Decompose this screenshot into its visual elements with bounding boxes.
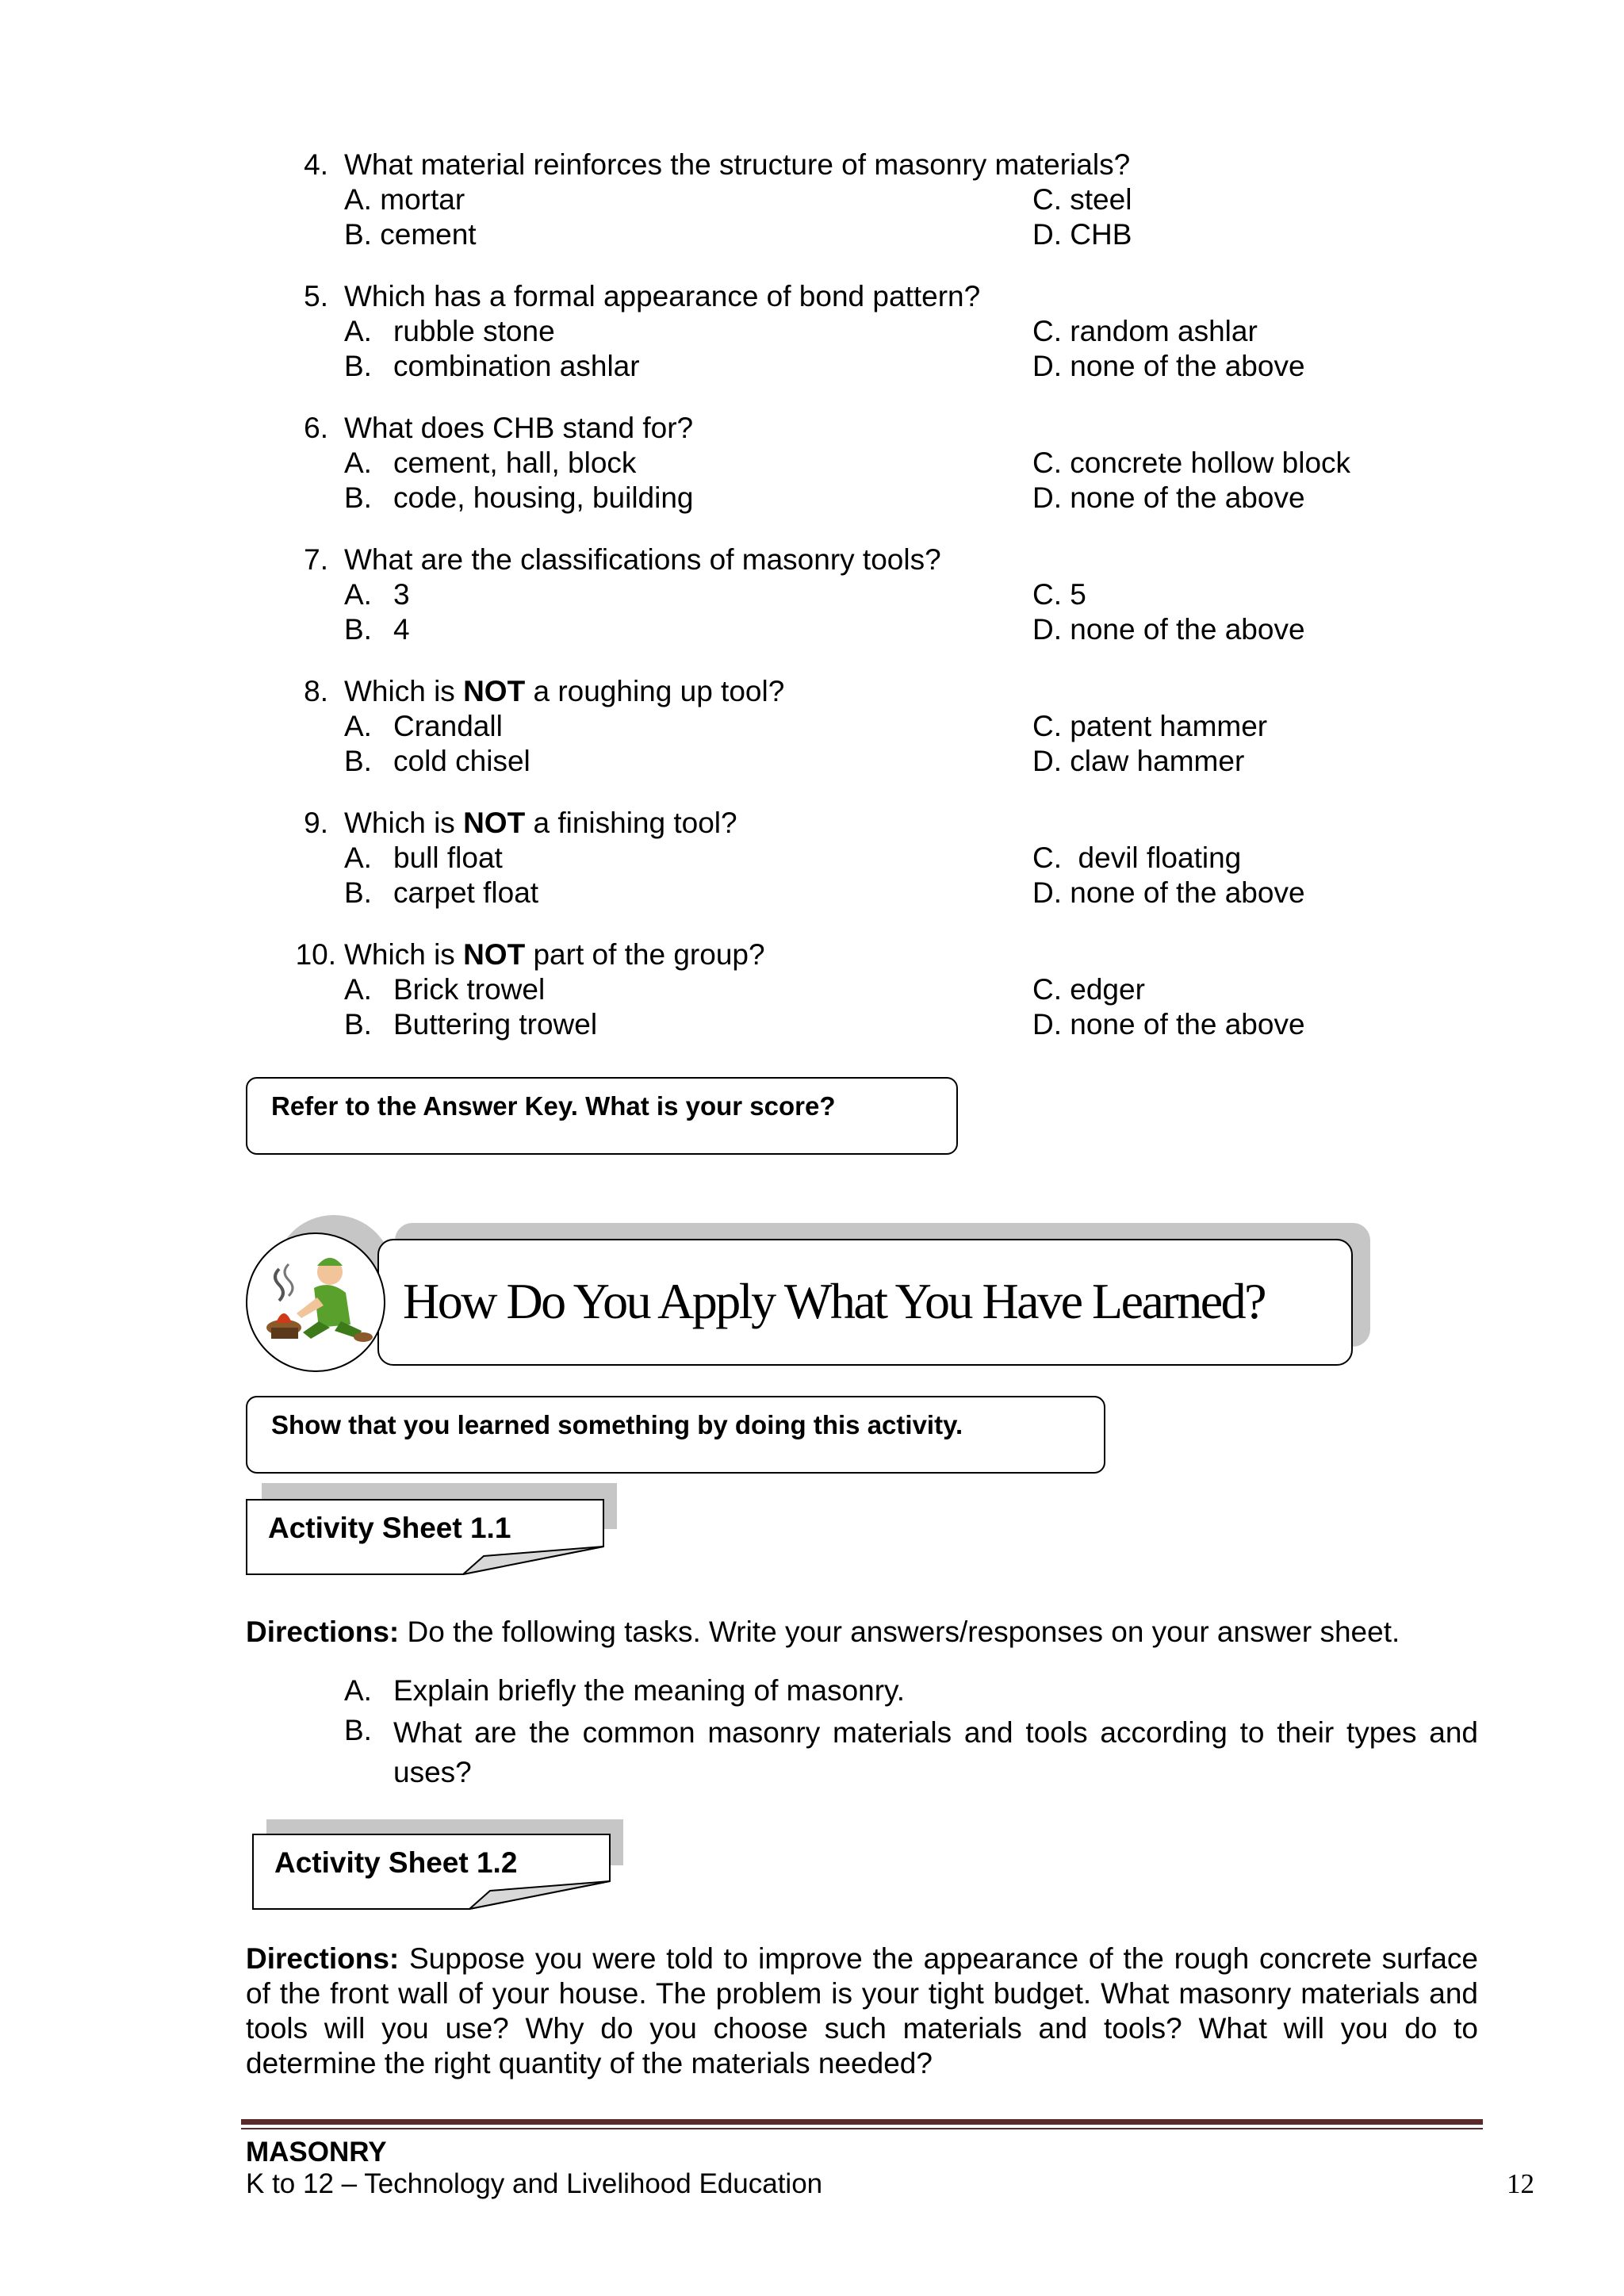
option-b-text: Buttering trowel (393, 1008, 598, 1041)
directions-1-1: Directions: Do the following tasks. Write your answers/responses on your answer sheet. (246, 1616, 1400, 1648)
answer-key-box (246, 1077, 958, 1155)
option-c: C. devil floating (1032, 841, 1242, 874)
answer-key-text: Refer to the Answer Key. What is your score? (271, 1091, 836, 1121)
option-a-text: Crandall (393, 710, 503, 742)
option-b-letter: B. (344, 876, 372, 909)
question-text: Which is NOT a finishing tool? (344, 807, 737, 839)
question-number: 10. (295, 938, 336, 971)
option-b-text: 4 (393, 613, 410, 646)
option-a-text: bull float (393, 841, 503, 874)
question-number: 4. (304, 148, 328, 181)
option-d: D. none of the above (1032, 481, 1305, 514)
footer-rule-thin (241, 2128, 1483, 2129)
option-a-letter: A. (344, 447, 372, 479)
option-c: C. patent hammer (1032, 710, 1268, 742)
option-c: C. 5 (1032, 578, 1086, 611)
footer-subject: MASONRY (246, 2137, 387, 2168)
question-number: 9. (304, 807, 328, 839)
task-a-text: Explain briefly the meaning of masonry. (393, 1674, 906, 1707)
question-number: 5. (304, 280, 328, 312)
option-b-letter: B. (344, 481, 372, 514)
task-a-letter: A. (344, 1674, 372, 1707)
question-number: 8. (304, 675, 328, 707)
option-c: C. edger (1032, 973, 1145, 1006)
directions-1-2: Directions: Suppose you were told to improve the appearance of the rough concrete surface of the front wall of your house. The problem is your tight budget. What masonry materials and tools will you use? Why do you choose such materials and tools? What will you do to determine the right quantity of the materials needed? (246, 1942, 1478, 2079)
question-number: 7. (304, 543, 328, 576)
activity-intro-box (246, 1396, 1105, 1474)
option-b-text: carpet float (393, 876, 539, 909)
option-a-letter: A. (344, 841, 372, 874)
option-a-text: Brick trowel (393, 973, 546, 1006)
option-d: D. claw hammer (1032, 745, 1245, 777)
footer-course: K to 12 – Technology and Livelihood Education (246, 2168, 823, 2199)
option-a-text: rubble stone (393, 315, 555, 347)
page-number: 12 (1507, 2168, 1534, 2199)
option-b-text: combination ashlar (393, 350, 640, 382)
question-text: What does CHB stand for? (344, 412, 694, 444)
option-d: D. none of the above (1032, 1008, 1305, 1041)
footer-rule-thick (241, 2119, 1483, 2125)
option-a-text: 3 (393, 578, 410, 611)
option-b: B. cement (344, 218, 477, 251)
option-b-letter: B. (344, 350, 372, 382)
option-b-letter: B. (344, 613, 372, 646)
worker-icon (246, 1232, 385, 1372)
task-b-letter: B. (344, 1714, 372, 1746)
section-title: How Do You Apply What You Have Learned? (403, 1273, 1265, 1329)
option-c: C. concrete hollow block (1032, 447, 1351, 479)
option-b-text: cold chisel (393, 745, 530, 777)
option-a-text: cement, hall, block (393, 447, 637, 479)
option-b-letter: B. (344, 745, 372, 777)
worker-illustration (247, 1234, 384, 1370)
option-a-letter: A. (344, 710, 372, 742)
option-a-letter: A. (344, 315, 372, 347)
option-c: C. steel (1032, 183, 1132, 216)
option-d: D. none of the above (1032, 876, 1305, 909)
task-b-text: What are the common masonry materials and tools according to their types and uses? (393, 1716, 1478, 1788)
question-text: What material reinforces the structure of masonry materials? (344, 148, 1131, 181)
question-text: Which has a formal appearance of bond pattern? (344, 280, 981, 312)
option-d: D. none of the above (1032, 613, 1305, 646)
tag-label: Activity Sheet 1.2 (274, 1846, 518, 1879)
option-d: D. none of the above (1032, 350, 1305, 382)
option-a-letter: A. (344, 578, 372, 611)
option-a: A. mortar (344, 183, 465, 216)
option-b-letter: B. (344, 1008, 372, 1041)
question-text: Which is NOT a roughing up tool? (344, 675, 785, 707)
option-a-letter: A. (344, 973, 372, 1006)
tag-label: Activity Sheet 1.1 (268, 1512, 511, 1544)
question-number: 6. (304, 412, 328, 444)
section-title-box (377, 1239, 1353, 1366)
option-d: D. CHB (1032, 218, 1132, 251)
option-c: C. random ashlar (1032, 315, 1258, 347)
question-text: Which is NOT part of the group? (344, 938, 765, 971)
option-b-text: code, housing, building (393, 481, 694, 514)
activity-intro-text: Show that you learned something by doing this activity. (271, 1410, 963, 1439)
question-text: What are the classifications of masonry tools? (344, 543, 941, 576)
